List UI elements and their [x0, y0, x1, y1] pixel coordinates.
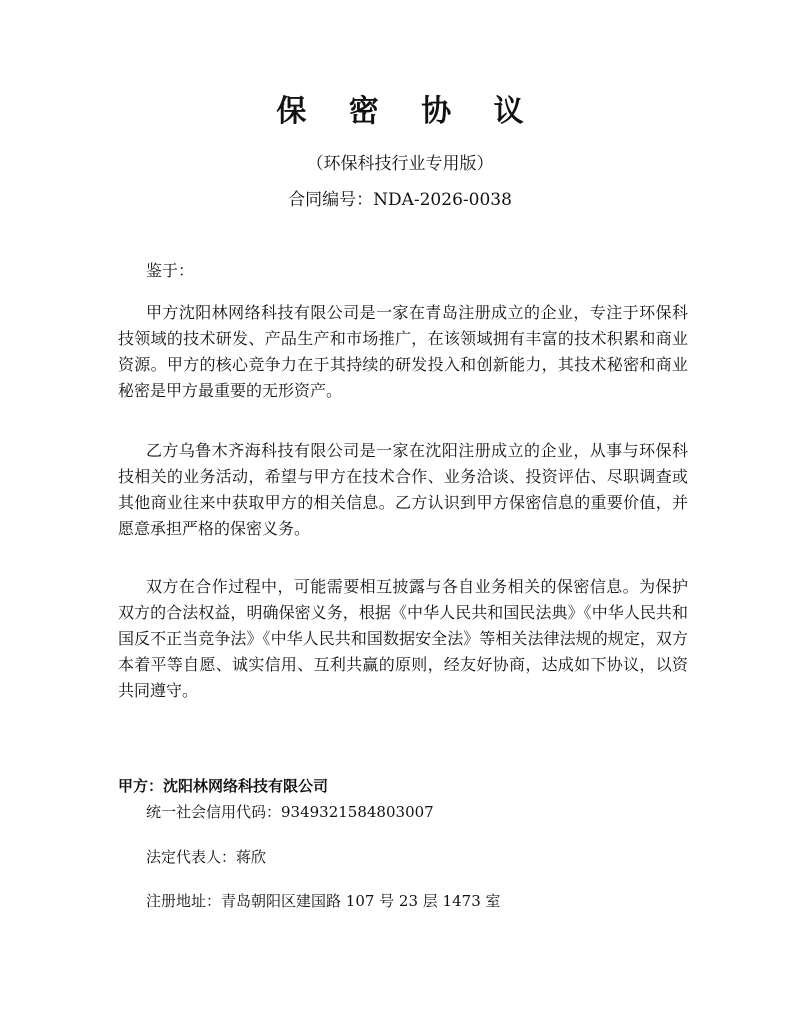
recital-paragraph-1: 甲方沈阳林网络科技有限公司是一家在青岛注册成立的企业，专注于环保科技领域的技术研发、产品生产和市场推广，在该领域拥有丰富的技术积累和商业资源。甲方的核心竞争力在于其持续的研发投入和创新能力，其技术秘密和商业秘密是甲方最重要的无形资产。 [118, 303, 688, 400]
recital-paragraph-2: 乙方乌鲁木齐海科技有限公司是一家在沈阳注册成立的企业，从事与环保科技相关的业务活动，希望与甲方在技术合作、业务洽谈、投资评估、尽职调查或其他商业往来中获取甲方的相关信息。乙方认识到甲方保密信息的重要价值，并愿意承担严格的保密义务。 [118, 441, 688, 538]
recitals-lead: 鉴于： [146, 261, 195, 280]
party-a-address: 注册地址：青岛朝阳区建国路 107 号 23 层 1473 室 [146, 892, 501, 910]
contract-number: 合同编号：NDA-2026-0038 [288, 190, 512, 210]
party-a-legal-representative: 法定代表人：蒋欣 [146, 848, 267, 866]
document-subtitle: （环保科技行业专用版） [306, 154, 494, 174]
document-title: 保 密 协 议 [276, 94, 540, 129]
party-a-heading: 甲方：沈阳林网络科技有限公司 [118, 777, 329, 795]
recital-paragraph-3: 双方在合作过程中，可能需要相互披露与各自业务相关的保密信息。为保护双方的合法权益，明确保密义务，根据《中华人民共和国民法典》《中华人民共和国反不正当竞争法》《中华人民共和国数据安全法》等相关法律法规的规定，双方本着平等自愿、诚实信用、互利共赢的原则，经友好协商，达成如下协议，以资共同遵守。 [118, 577, 688, 700]
party-a-credit-code: 统一社会信用代码：9349321584803007 [146, 803, 434, 821]
